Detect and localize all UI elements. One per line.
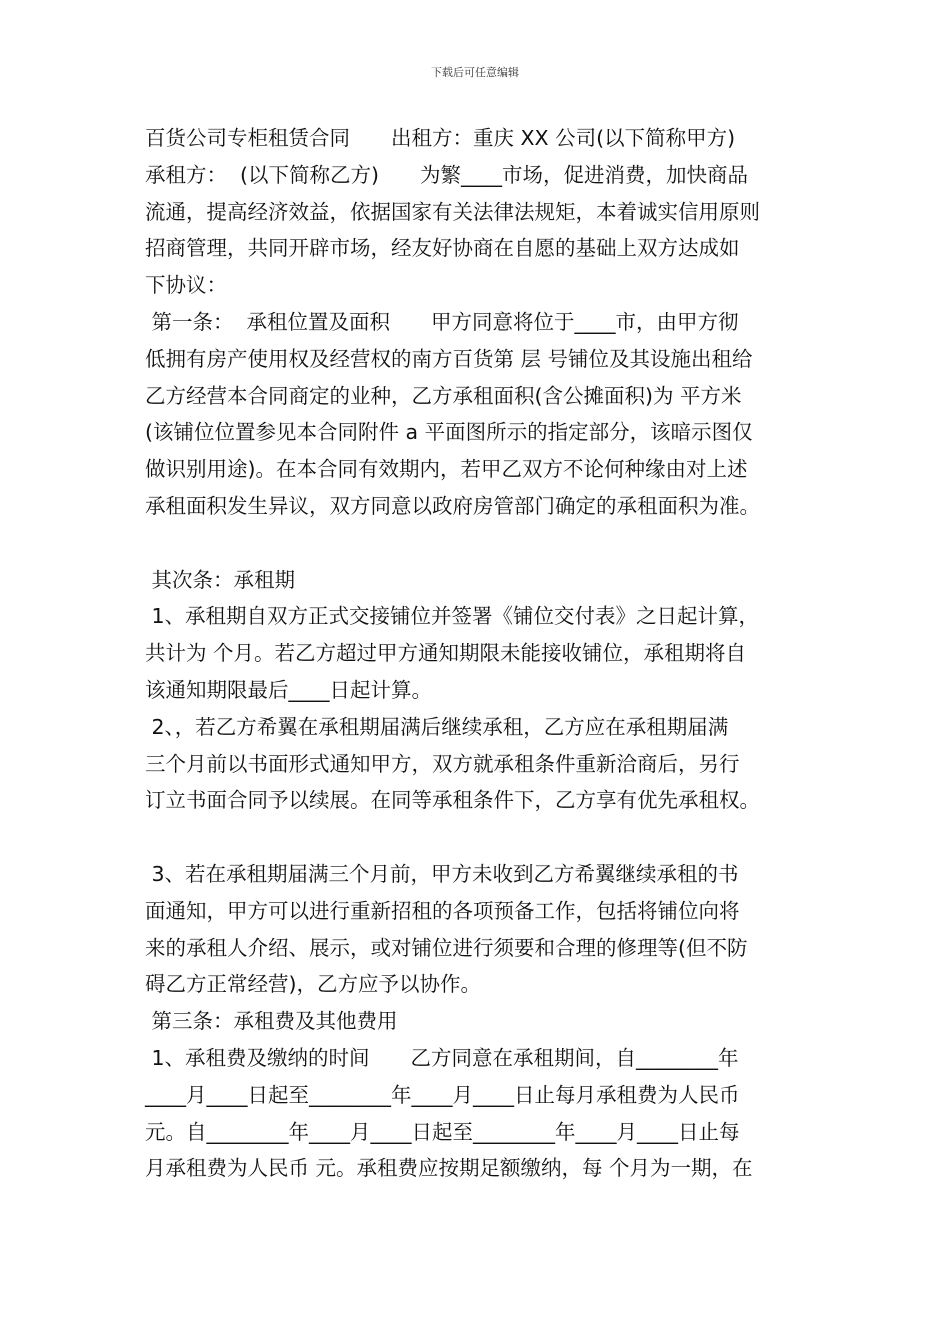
page-header: 下载后可任意编辑 — [431, 66, 519, 79]
text-line: 共计为 个月。若乙方超过甲方通知期限未能接收铺位，承租期将自 — [145, 641, 747, 666]
text-line: 承租方： (以下简称乙方) 为繁____市场，促进消费，加快商品 — [145, 162, 749, 187]
text-line: 招商管理，共同开辟市场，经友好协商在自愿的基础上双方达成如 — [145, 236, 740, 261]
text-line: 该通知期限最后____日起计算。 — [145, 677, 432, 702]
text-line: 元。自________年____月____日起至________年____月____日止每 — [145, 1119, 740, 1144]
text-line: 来的承租人介绍、展示，或对铺位进行须要和合理的修理等(但不防 — [145, 935, 748, 960]
text-line: 百货公司专柜租赁合同 出租方：重庆 XX 公司(以下简称甲方) — [145, 126, 736, 150]
text-line: 碍乙方正常经营)，乙方应予以协作。 — [145, 972, 481, 997]
text-line: 低拥有房产使用权及经营权的南方百货第 层 号铺位及其设施出租给 — [145, 346, 753, 371]
text-line: 承租面积发生异议，双方同意以政府房管部门确定的承租面积为准。 — [145, 493, 760, 518]
text-line: 下协议： — [145, 273, 227, 298]
text-line: 面通知，甲方可以进行重新招租的各项预备工作，包括将铺位向将 — [145, 898, 740, 923]
blank-line — [145, 525, 825, 562]
text-line: 1、承租费及缴纳的时间 乙方同意在承租期间，自________年 — [145, 1045, 739, 1070]
blank-line — [145, 819, 825, 856]
text-line: 乙方经营本合同商定的业种，乙方承租面积(含公摊面积)为 平方米 — [145, 383, 742, 408]
text-line: (该铺位位置参见本合同附件 a 平面图所示的指定部分，该暗示图仅 — [145, 420, 753, 445]
text-line: 2、，若乙方希翼在承租期届满后继续承租，乙方应在承租期届满 — [145, 714, 729, 739]
text-line: 做识别用途)。在本合同有效期内，若甲乙双方不论何种缘由对上述 — [145, 457, 748, 482]
article-2-heading: 其次条：承租期 — [145, 567, 296, 592]
contract-body — [145, 120, 825, 1187]
text-line: ____月____日起至________年____月____日止每月承租费为人民币 — [145, 1082, 740, 1107]
text-line: 1、承租期自双方正式交接铺位并签署《铺位交付表》之日起计算， — [145, 604, 760, 629]
text-line: 月承租费为人民币 元。承租费应按期足额缴纳，每 个月为一期，在 — [145, 1156, 753, 1181]
text-line: 3、若在承租期届满三个月前，甲方未收到乙方希翼继续承租的书 — [145, 861, 739, 886]
article-3-heading: 第三条：承租费及其他费用 — [145, 1009, 398, 1034]
text-line: 三个月前以书面形式通知甲方，双方就承租条件重新洽商后，另行 — [145, 751, 740, 776]
article-1-heading-line: 第一条： 承租位置及面积 甲方同意将位于____市，由甲方彻 — [145, 309, 739, 334]
text-line: 订立书面合同予以续展。在同等承租条件下，乙方享有优先承租权。 — [145, 788, 760, 813]
text-line: 流通，提高经济效益，依据国家有关法律法规矩，本着诚实信用原则 — [145, 199, 760, 224]
